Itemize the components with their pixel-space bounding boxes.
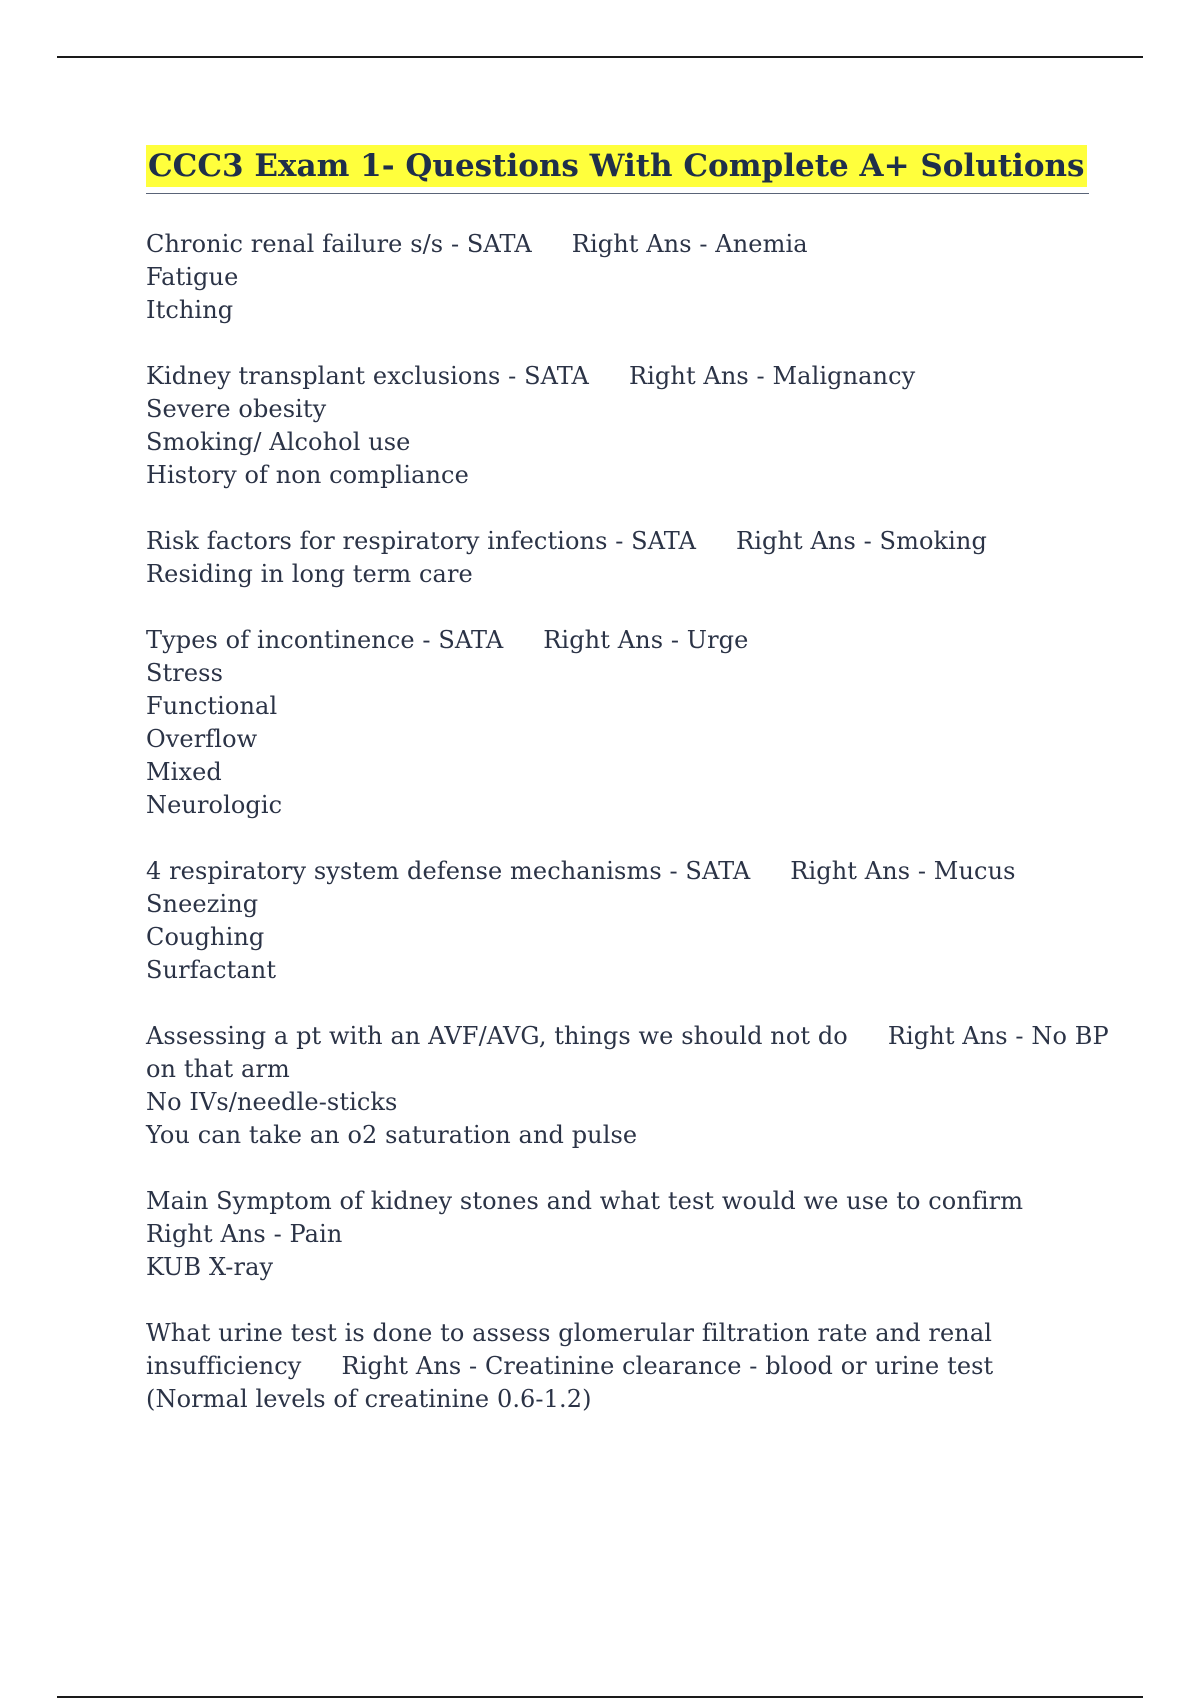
qa-item-5 [146,855,1089,987]
answer-text: Right Ans - Anemia [571,230,808,258]
qa-item-1 [146,228,1089,327]
answer-line: Neurologic [146,791,283,819]
answer-line: Stress [146,659,223,687]
answer-line: Coughing [146,923,265,951]
question-text: Assessing a pt with an AVF/AVG, things we should not do [146,1022,848,1050]
qa-item-6 [146,1020,1109,1152]
qa-item-2 [146,360,1089,492]
answer-line: Functional [146,692,278,720]
qa-item-8 [146,1317,1089,1416]
question-text: Chronic renal failure s/s - SATA [146,230,532,258]
question-text: Risk factors for respiratory infections - SATA [146,527,697,555]
title-underline [146,145,1089,194]
answer-line: No IVs/needle-sticks [146,1088,398,1116]
answer-text: Right Ans - No BP [887,1022,1109,1050]
answer-line: Overflow [146,725,258,753]
document-title: CCC3 Exam 1- Questions With Complete A+ Solutions [146,145,1087,187]
answer-text: Right Ans - Malignancy [628,362,916,390]
answer-line: You can take an o2 saturation and pulse [146,1121,638,1149]
answer-text: Right Ans - Urge [543,626,749,654]
answer-line: Surfactant [146,956,277,984]
bottom-rule [57,1696,1143,1698]
answer-line: Smoking/ Alcohol use [146,428,411,456]
answer-line: Severe obesity [146,395,327,423]
answer-line: Fatigue [146,263,239,291]
answer-text: Right Ans - Creatinine clearance - blood or urine test [341,1352,994,1380]
question-text: What urine test is done to assess glomerular filtration rate and renal [146,1319,993,1347]
answer-line: Sneezing [146,890,259,918]
top-rule [57,56,1143,58]
answer-line: (Normal levels of creatinine 0.6-1.2) [146,1385,592,1413]
answer-text: Right Ans - Smoking [736,527,987,555]
answer-text: Right Ans - Pain [146,1220,343,1248]
answer-line: History of non compliance [146,461,469,489]
question-text: 4 respiratory system defense mechanisms - SATA [146,857,751,885]
answer-line: on that arm [146,1055,290,1083]
qa-item-4 [146,624,1089,822]
answer-line: Residing in long term care [146,560,473,588]
question-text: Types of incontinence - SATA [146,626,504,654]
answer-line: KUB X-ray [146,1253,274,1281]
question-text: Kidney transplant exclusions - SATA [146,362,589,390]
question-text-cont: insufficiency [146,1352,302,1380]
answer-line: Mixed [146,758,222,786]
question-text: Main Symptom of kidney stones and what test would we use to confirm [146,1187,1024,1215]
answer-line: Itching [146,296,234,324]
qa-item-7 [146,1185,1089,1284]
answer-text: Right Ans - Mucus [790,857,1016,885]
qa-item-3 [146,525,1089,591]
document-body [146,145,1109,1449]
